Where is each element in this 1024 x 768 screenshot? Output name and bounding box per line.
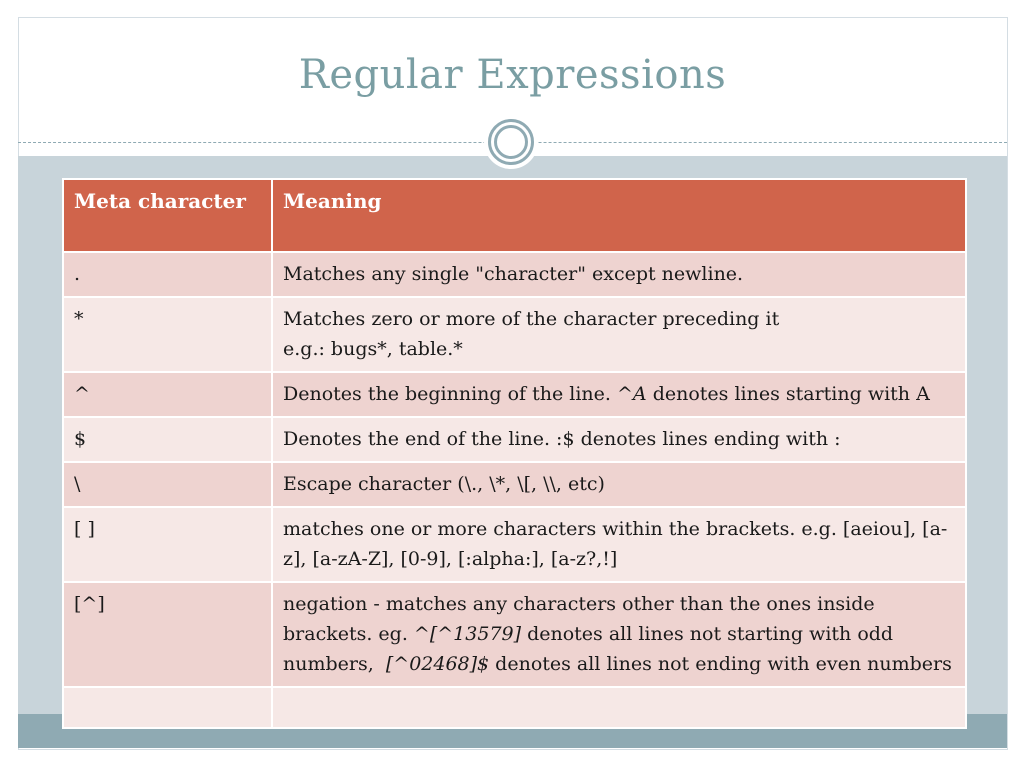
table-row xyxy=(63,372,966,417)
meaning-text: denotes lines starting with A xyxy=(646,383,930,405)
table-header-row xyxy=(63,179,966,252)
table-row xyxy=(63,687,966,728)
meaning-cell: Denotes the end of the line. :$ denotes lines ending with : xyxy=(272,417,966,462)
meaning-italic: ^[^13579] xyxy=(413,623,522,645)
metacharacter-table xyxy=(62,178,967,729)
header-meaning: Meaning xyxy=(272,179,966,252)
meaning-cell xyxy=(272,687,966,728)
meta-cell: ^ xyxy=(63,372,272,417)
meta-cell xyxy=(63,687,272,728)
meaning-italic: [^02468]$ xyxy=(385,653,490,675)
meaning-cell xyxy=(272,372,966,417)
meta-cell: [^] xyxy=(63,582,272,687)
meaning-text: Denotes the beginning of the line. ^ xyxy=(283,383,633,405)
table-row xyxy=(63,462,966,507)
table-row xyxy=(63,507,966,582)
meta-cell: \ xyxy=(63,462,272,507)
table-row xyxy=(63,582,966,687)
meta-cell: * xyxy=(63,297,272,372)
meaning-cell: Escape character (\., \*, \[, \\, etc) xyxy=(272,462,966,507)
header-meta-character: Meta character xyxy=(63,179,272,252)
table-row xyxy=(63,297,966,372)
meaning-text: denotes all lines not ending with even numbers xyxy=(489,653,952,675)
inner-ring xyxy=(494,125,528,159)
meaning-text: negation - matches any characters other than the ones inside brackets. eg. xyxy=(283,593,875,645)
circle-ornament-icon xyxy=(484,115,538,169)
slide-title: Regular Expressions xyxy=(298,52,727,98)
table-row xyxy=(63,417,966,462)
meaning-line: e.g.: bugs*, table.* xyxy=(283,338,463,360)
meta-cell: . xyxy=(63,252,272,297)
meaning-text: denotes all lines not starting with odd numbers, xyxy=(283,623,900,675)
meta-cell: $ xyxy=(63,417,272,462)
meaning-cell xyxy=(272,297,966,372)
meaning-line: Matches zero or more of the character preceding it xyxy=(283,308,780,330)
meaning-italic: A xyxy=(632,383,647,405)
meta-cell: [ ] xyxy=(63,507,272,582)
meaning-cell: Matches any single "character" except newline. xyxy=(272,252,966,297)
meaning-cell: matches one or more characters within the brackets. e.g. [aeiou], [a-z], [a-zA-Z], [0-9], [:alpha:], [a-z?,!] xyxy=(272,507,966,582)
meaning-cell xyxy=(272,582,966,687)
table-row xyxy=(63,252,966,297)
